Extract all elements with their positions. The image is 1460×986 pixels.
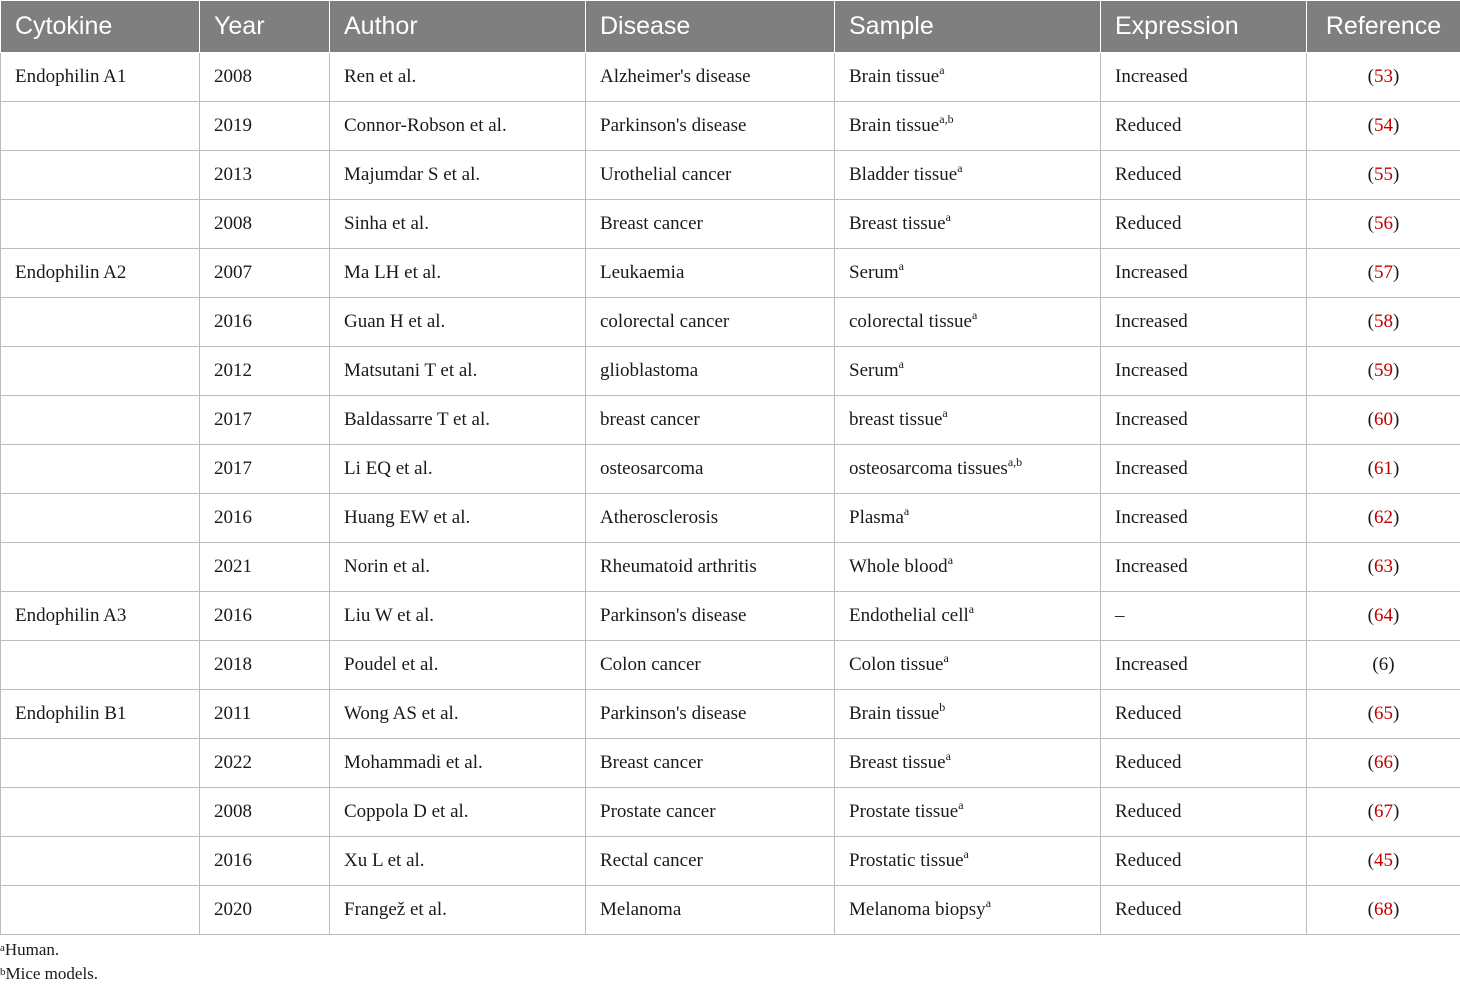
cell-expression: Reduced [1101, 151, 1307, 200]
sample-text: Plasma [849, 507, 904, 528]
footnote-marker: a [986, 896, 991, 910]
cell-author: Wong AS et al. [330, 690, 586, 739]
cell-reference: (57) [1307, 249, 1460, 298]
cell-reference: (58) [1307, 298, 1460, 347]
cell-expression: Increased [1101, 347, 1307, 396]
reference-link[interactable]: 67 [1374, 801, 1393, 822]
footnote-text: Mice models. [6, 964, 99, 983]
cell-author: Huang EW et al. [330, 494, 586, 543]
sample-text: breast tissue [849, 409, 942, 430]
footnote-marker: a [958, 798, 963, 812]
cell-reference: (62) [1307, 494, 1460, 543]
footnote-marker: a [972, 308, 977, 322]
reference-link[interactable]: 53 [1374, 66, 1393, 87]
table-header [1, 1, 1460, 53]
table-row [1, 347, 1460, 396]
cell-sample [835, 53, 1101, 102]
cell-reference: (68) [1307, 886, 1460, 935]
table-row [1, 543, 1460, 592]
cell-cytokine [1, 151, 200, 200]
reference-link[interactable]: 54 [1374, 115, 1393, 136]
cell-expression: Increased [1101, 396, 1307, 445]
cell-author: Poudel et al. [330, 641, 586, 690]
header-reference: Reference [1307, 1, 1460, 53]
sample-text: Brain tissue [849, 703, 939, 724]
reference-link[interactable]: 63 [1374, 556, 1393, 577]
cell-sample [835, 102, 1101, 151]
cell-author: Liu W et al. [330, 592, 586, 641]
table-row [1, 200, 1460, 249]
footnote-marker: a [904, 504, 909, 518]
sample-text: colorectal tissue [849, 311, 972, 332]
footnote-marker: a [969, 602, 974, 616]
cell-reference: (55) [1307, 151, 1460, 200]
cell-reference: (6) [1307, 641, 1460, 690]
table-row [1, 102, 1460, 151]
sample-text: Serum [849, 262, 899, 283]
cell-year: 2016 [200, 592, 330, 641]
cell-sample [835, 837, 1101, 886]
table-row [1, 298, 1460, 347]
cell-year: 2017 [200, 396, 330, 445]
footnote-marker: a,b [1008, 455, 1022, 469]
cell-cytokine [1, 445, 200, 494]
table-row [1, 53, 1460, 102]
cell-expression: Increased [1101, 53, 1307, 102]
reference-link[interactable]: 56 [1374, 213, 1393, 234]
cell-cytokine [1, 543, 200, 592]
footnote-marker: a [899, 259, 904, 273]
table-row [1, 249, 1460, 298]
cell-year: 2021 [200, 543, 330, 592]
cell-cytokine [1, 396, 200, 445]
cell-expression: Reduced [1101, 788, 1307, 837]
cell-author: Li EQ et al. [330, 445, 586, 494]
cell-cytokine [1, 200, 200, 249]
cell-sample [835, 641, 1101, 690]
cell-sample [835, 494, 1101, 543]
cell-expression: Increased [1101, 445, 1307, 494]
table-row [1, 592, 1460, 641]
cell-author: Coppola D et al. [330, 788, 586, 837]
cell-disease: Rheumatoid arthritis [586, 543, 835, 592]
cell-disease: Breast cancer [586, 739, 835, 788]
sample-text: Colon tissue [849, 654, 943, 675]
cell-cytokine [1, 739, 200, 788]
cell-expression: Reduced [1101, 739, 1307, 788]
cell-year: 2008 [200, 788, 330, 837]
table-row [1, 641, 1460, 690]
reference-link[interactable]: 59 [1374, 360, 1393, 381]
cell-reference: (64) [1307, 592, 1460, 641]
table-row [1, 886, 1460, 935]
cell-expression: Reduced [1101, 837, 1307, 886]
cell-year: 2008 [200, 53, 330, 102]
cell-author: Xu L et al. [330, 837, 586, 886]
table-row [1, 739, 1460, 788]
cell-year: 2016 [200, 837, 330, 886]
cell-sample [835, 151, 1101, 200]
cell-disease: Urothelial cancer [586, 151, 835, 200]
cell-disease: Parkinson's disease [586, 690, 835, 739]
cell-disease: Prostate cancer [586, 788, 835, 837]
reference-link[interactable]: 61 [1374, 458, 1393, 479]
sample-text: osteosarcoma tissues [849, 458, 1008, 479]
cell-year: 2008 [200, 200, 330, 249]
cell-sample [835, 298, 1101, 347]
table-row [1, 837, 1460, 886]
table-footnotes [0, 938, 98, 986]
cell-cytokine [1, 298, 200, 347]
cell-year: 2007 [200, 249, 330, 298]
cell-reference: (54) [1307, 102, 1460, 151]
sample-text: Breast tissue [849, 213, 946, 234]
cell-reference: (67) [1307, 788, 1460, 837]
cell-expression: Increased [1101, 543, 1307, 592]
footnote-marker: a [957, 161, 962, 175]
cell-disease: Breast cancer [586, 200, 835, 249]
cell-reference: (56) [1307, 200, 1460, 249]
cell-expression: – [1101, 592, 1307, 641]
cell-sample [835, 788, 1101, 837]
sample-text: Endothelial cell [849, 605, 969, 626]
cell-disease: Leukaemia [586, 249, 835, 298]
cell-author: Guan H et al. [330, 298, 586, 347]
cell-author: Majumdar S et al. [330, 151, 586, 200]
header-row [1, 1, 1460, 53]
footnote-marker: a [939, 63, 944, 77]
cell-reference: (61) [1307, 445, 1460, 494]
header-expression: Expression [1101, 1, 1307, 53]
cell-cytokine [1, 788, 200, 837]
cell-sample [835, 396, 1101, 445]
footnote-marker: a [899, 357, 904, 371]
cell-disease: Parkinson's disease [586, 102, 835, 151]
cell-year: 2016 [200, 494, 330, 543]
reference-link[interactable]: 64 [1374, 605, 1393, 626]
cell-expression: Increased [1101, 494, 1307, 543]
cell-reference: (53) [1307, 53, 1460, 102]
reference-link[interactable]: 65 [1374, 703, 1393, 724]
cell-author: Norin et al. [330, 543, 586, 592]
footnote-marker: a [964, 847, 969, 861]
cell-year: 2012 [200, 347, 330, 396]
sample-text: Melanoma biopsy [849, 899, 986, 920]
cell-reference: (66) [1307, 739, 1460, 788]
cell-disease: Alzheimer's disease [586, 53, 835, 102]
cell-disease: glioblastoma [586, 347, 835, 396]
footnote [0, 962, 98, 986]
cell-sample [835, 249, 1101, 298]
footnote-marker: b [939, 700, 945, 714]
reference-link[interactable]: 57 [1374, 262, 1393, 283]
reference-link[interactable]: 66 [1374, 752, 1393, 773]
cell-year: 2018 [200, 641, 330, 690]
sample-text: Prostatic tissue [849, 850, 964, 871]
cell-author: Sinha et al. [330, 200, 586, 249]
cell-cytokine [1, 641, 200, 690]
cell-disease: osteosarcoma [586, 445, 835, 494]
sample-text: Breast tissue [849, 752, 946, 773]
footnote-marker: a [946, 210, 951, 224]
cell-sample [835, 886, 1101, 935]
cell-disease: Melanoma [586, 886, 835, 935]
cell-sample [835, 445, 1101, 494]
cell-reference: (63) [1307, 543, 1460, 592]
sample-text: Brain tissue [849, 115, 939, 136]
reference-link: 6 [1379, 654, 1389, 675]
cell-reference: (60) [1307, 396, 1460, 445]
cell-author: Connor-Robson et al. [330, 102, 586, 151]
footnote [0, 938, 98, 962]
reference-link[interactable]: 55 [1374, 164, 1393, 185]
footnote-mark: a [0, 942, 5, 954]
cell-year: 2022 [200, 739, 330, 788]
sample-text: Bladder tissue [849, 164, 957, 185]
cell-cytokine [1, 494, 200, 543]
cell-sample [835, 200, 1101, 249]
reference-link[interactable]: 62 [1374, 507, 1393, 528]
table-body [1, 53, 1460, 935]
cell-cytokine [1, 837, 200, 886]
cell-sample [835, 347, 1101, 396]
footnote-marker: a [948, 553, 953, 567]
cell-cytokine [1, 347, 200, 396]
cell-year: 2017 [200, 445, 330, 494]
cell-disease: breast cancer [586, 396, 835, 445]
header-disease: Disease [586, 1, 835, 53]
cell-cytokine [1, 102, 200, 151]
sample-text: Brain tissue [849, 66, 939, 87]
cell-year: 2016 [200, 298, 330, 347]
footnote-marker: a [943, 651, 948, 665]
cell-cytokine: Endophilin A1 [1, 53, 200, 102]
cell-author: Frangež et al. [330, 886, 586, 935]
cell-cytokine: Endophilin B1 [1, 690, 200, 739]
cell-reference: (59) [1307, 347, 1460, 396]
cell-reference: (65) [1307, 690, 1460, 739]
cell-sample [835, 543, 1101, 592]
table-row [1, 445, 1460, 494]
cell-disease: Colon cancer [586, 641, 835, 690]
header-sample: Sample [835, 1, 1101, 53]
cell-author: Ren et al. [330, 53, 586, 102]
cell-reference: (45) [1307, 837, 1460, 886]
cell-disease: Rectal cancer [586, 837, 835, 886]
cell-cytokine: Endophilin A2 [1, 249, 200, 298]
cell-disease: Parkinson's disease [586, 592, 835, 641]
cell-author: Ma LH et al. [330, 249, 586, 298]
footnote-marker: a [946, 749, 951, 763]
header-author: Author [330, 1, 586, 53]
cell-year: 2011 [200, 690, 330, 739]
table-row [1, 788, 1460, 837]
cell-author: Mohammadi et al. [330, 739, 586, 788]
sample-text: Prostate tissue [849, 801, 958, 822]
cell-disease: Atherosclerosis [586, 494, 835, 543]
reference-link[interactable]: 45 [1374, 850, 1393, 871]
footnote-text: Human. [5, 940, 59, 959]
cell-year: 2019 [200, 102, 330, 151]
cell-sample [835, 690, 1101, 739]
cell-cytokine [1, 886, 200, 935]
sample-text: Serum [849, 360, 899, 381]
reference-link[interactable]: 58 [1374, 311, 1393, 332]
footnote-marker: a [942, 406, 947, 420]
cell-expression: Reduced [1101, 200, 1307, 249]
reference-link[interactable]: 68 [1374, 899, 1393, 920]
cell-sample [835, 739, 1101, 788]
cell-expression: Increased [1101, 298, 1307, 347]
footnote-marker: a,b [939, 112, 953, 126]
cell-disease: colorectal cancer [586, 298, 835, 347]
cell-expression: Reduced [1101, 886, 1307, 935]
cell-expression: Reduced [1101, 102, 1307, 151]
cell-author: Baldassarre T et al. [330, 396, 586, 445]
header-year: Year [200, 1, 330, 53]
table-row [1, 494, 1460, 543]
cell-sample [835, 592, 1101, 641]
sample-text: Whole blood [849, 556, 948, 577]
cell-expression: Increased [1101, 249, 1307, 298]
cell-cytokine: Endophilin A3 [1, 592, 200, 641]
footnote-mark: b [0, 966, 6, 978]
reference-link[interactable]: 60 [1374, 409, 1393, 430]
header-cytokine: Cytokine [1, 1, 200, 53]
cell-expression: Increased [1101, 641, 1307, 690]
table-row [1, 690, 1460, 739]
cell-year: 2020 [200, 886, 330, 935]
cell-expression: Reduced [1101, 690, 1307, 739]
cell-year: 2013 [200, 151, 330, 200]
table-row [1, 396, 1460, 445]
cell-author: Matsutani T et al. [330, 347, 586, 396]
table-row [1, 151, 1460, 200]
